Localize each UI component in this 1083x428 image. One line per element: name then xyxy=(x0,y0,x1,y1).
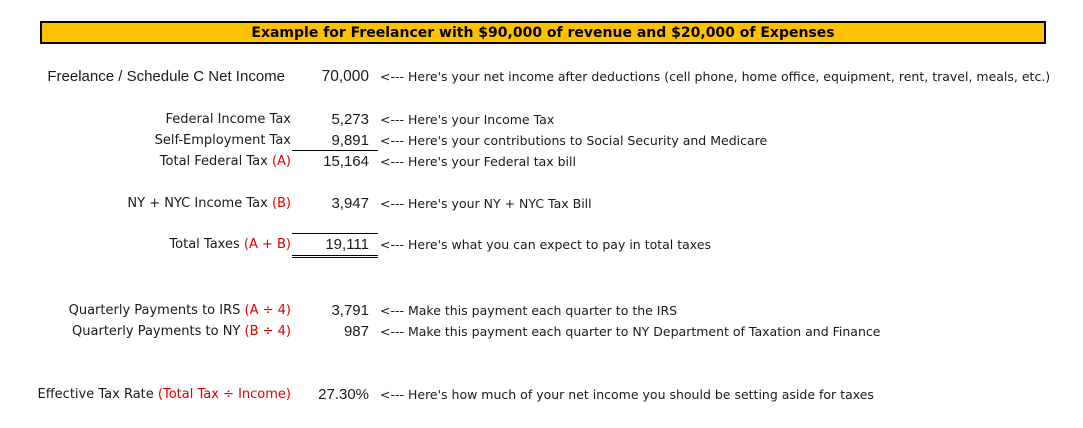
self-employment-tax-note: <--- Here's your contributions to Social Security and Medicare xyxy=(380,133,768,148)
quarterly-irs-note: <--- Make this payment each quarter to the IRS xyxy=(380,303,678,318)
title-banner xyxy=(40,21,1046,44)
total-taxes-value: 19,111 xyxy=(325,236,369,253)
ny-nyc-income-tax-tag: (B) xyxy=(271,196,291,211)
total-federal-tax-tag: (A) xyxy=(271,154,291,169)
row-total-taxes xyxy=(0,235,1083,255)
total-top-rule xyxy=(292,233,378,234)
effective-rate-tag: (Total Tax ÷ Income) xyxy=(157,387,291,402)
ny-nyc-income-tax-value: 3,947 xyxy=(331,195,369,212)
total-double-rule-1 xyxy=(292,255,378,256)
quarterly-irs-tag: (A ÷ 4) xyxy=(244,303,291,318)
effective-rate-label: Effective Tax Rate (Total Tax ÷ Income) xyxy=(37,387,291,402)
net-income-label: Freelance / Schedule C Net Income xyxy=(47,68,285,85)
quarterly-ny-value: 987 xyxy=(343,323,369,340)
ny-nyc-income-tax-label: NY + NYC Income Tax (B) xyxy=(127,196,291,211)
row-total-federal-tax xyxy=(0,152,1083,172)
effective-rate-value: 27.30% xyxy=(318,386,369,403)
self-employment-tax-value: 9,891 xyxy=(331,132,369,149)
self-employment-tax-label: Self-Employment Tax xyxy=(154,133,291,148)
quarterly-ny-label: Quarterly Payments to NY (B ÷ 4) xyxy=(72,324,291,339)
total-taxes-label: Total Taxes (A + B) xyxy=(169,237,291,252)
net-income-note: <--- Here's your net income after deductions (cell phone, home office, equipment, rent, travel, meals, etc.) xyxy=(380,69,1051,84)
total-taxes-note: <--- Here's what you can expect to pay in total taxes xyxy=(380,237,712,252)
total-federal-tax-value: 15,164 xyxy=(323,153,369,170)
ny-nyc-income-tax-note: <--- Here's your NY + NYC Tax Bill xyxy=(380,196,592,211)
row-self-employment-tax xyxy=(0,131,1083,151)
row-quarterly-irs xyxy=(0,301,1083,321)
total-double-rule-2 xyxy=(292,257,378,258)
federal-income-tax-value: 5,273 xyxy=(331,111,369,128)
row-ny-nyc-income-tax xyxy=(0,194,1083,214)
federal-income-tax-label: Federal Income Tax xyxy=(165,112,291,127)
banner-text: Example for Freelancer with $90,000 of revenue and $20,000 of Expenses xyxy=(251,24,835,41)
quarterly-irs-value: 3,791 xyxy=(331,302,369,319)
total-federal-tax-note: <--- Here's your Federal tax bill xyxy=(380,154,576,169)
row-quarterly-ny xyxy=(0,322,1083,342)
total-taxes-tag: (A + B) xyxy=(243,237,291,252)
quarterly-ny-tag: (B ÷ 4) xyxy=(244,324,291,339)
row-net-income xyxy=(0,67,1083,87)
subtotal-rule xyxy=(292,150,378,151)
quarterly-ny-note: <--- Make this payment each quarter to NY Department of Taxation and Finance xyxy=(380,324,881,339)
net-income-value: 70,000 xyxy=(321,68,369,85)
quarterly-irs-label: Quarterly Payments to IRS (A ÷ 4) xyxy=(68,303,291,318)
effective-rate-note: <--- Here's how much of your net income you should be setting aside for taxes xyxy=(380,387,874,402)
row-federal-income-tax xyxy=(0,110,1083,130)
row-effective-rate xyxy=(0,385,1083,405)
total-federal-tax-label: Total Federal Tax (A) xyxy=(159,154,291,169)
federal-income-tax-note: <--- Here's your Income Tax xyxy=(380,112,555,127)
